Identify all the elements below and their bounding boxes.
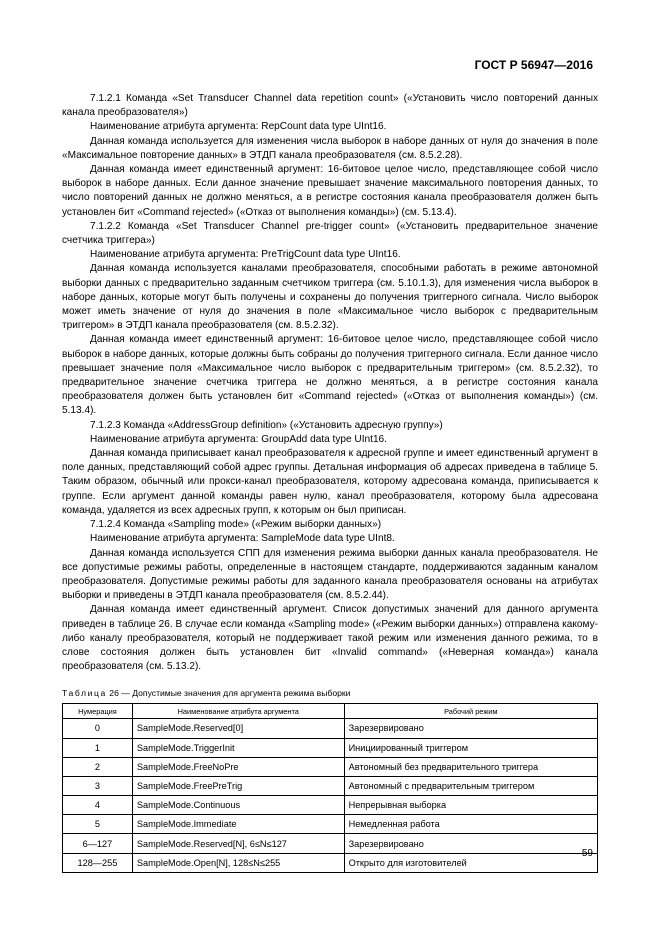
column-header-attribute: Наименование атрибута аргумента bbox=[132, 704, 344, 719]
cell-number: 2 bbox=[63, 757, 133, 776]
cell-mode: Зарезервировано bbox=[344, 834, 597, 853]
table-row bbox=[63, 738, 598, 757]
cell-number: 3 bbox=[63, 776, 133, 795]
paragraph: Наименование атрибута аргумента: SampleMode data type UInt8. bbox=[90, 533, 395, 545]
table-row bbox=[63, 757, 598, 776]
cell-number: 0 bbox=[63, 719, 133, 738]
cell-number: 4 bbox=[63, 796, 133, 815]
column-header-mode: Рабочий режим bbox=[344, 704, 597, 719]
column-header-number: Нумерация bbox=[63, 704, 133, 719]
page-number: 59 bbox=[581, 848, 593, 859]
paragraph: 7.1.2.3 Команда «AddressGroup definition» («Установить адресную группу») bbox=[90, 419, 443, 431]
paragraph: Данная команда имеет единственный аргумент. Список допустимых значений для данного аргумента приведен в таблице 26. В случае если команда «Sampling mode» («Режим выборки данных») отправлена какому-либо каналу преобразователя, который не поддерживает такой режим или изменения данного режима, то в слове состояния должен быть установлен бит «Invalid command» («Неверная команда») канала преобразователя (см. 5.13.2). bbox=[62, 604, 598, 673]
cell-mode: Автономный с предварительным триггером bbox=[344, 776, 597, 795]
cell-attribute: SampleMode.FreeNoPre bbox=[132, 757, 344, 776]
paragraph: 7.1.2.4 Команда «Sampling mode» («Режим выборки данных») bbox=[90, 519, 382, 531]
table-row bbox=[63, 776, 598, 795]
paragraph: Данная команда имеет единственный аргумент: 16-битовое целое число, представляющее собой число выборок в наборе данных. Если данное значение превышает значение максимального повторения данных, то число повторений данных не должно меняться, а в регистре состояния канала преобразователя должен быть установлен бит «Command rejected» («Отказ от выполнения команды») (см. 5.13.4). bbox=[62, 164, 598, 218]
cell-attribute: SampleMode.Reserved[N], 6≤N≤127 bbox=[132, 834, 344, 853]
paragraph: Данная команда используется каналами преобразователя, способными работать в режиме автономной выборки данных с предварительно заданным счетчиком триггера (см. 5.10.1.3), для изменения числа выборок в наборе данных, которые могут быть получены и сохранены до получения триггерного сигнала. Число выборок может иметь значение от нуля до значения в поле «Максимальное число выборок с предварительным триггером» в ЭТДП канала преобразователя (см. 8.5.2.32). bbox=[62, 263, 598, 332]
cell-number: 1 bbox=[63, 738, 133, 757]
cell-mode: Автономный без предварительного триггера bbox=[344, 757, 597, 776]
paragraph: Наименование атрибута аргумента: PreTrigCount data type UInt16. bbox=[90, 249, 401, 261]
paragraph: Наименование атрибута аргумента: GroupAdd data type UInt16. bbox=[90, 433, 387, 445]
table-row bbox=[63, 719, 598, 738]
table-caption-label: Таблица bbox=[62, 688, 107, 699]
cell-attribute: SampleMode.FreePreTrig bbox=[132, 776, 344, 795]
cell-number: 5 bbox=[63, 815, 133, 834]
cell-attribute: SampleMode.Reserved[0] bbox=[132, 719, 344, 738]
paragraph: Данная команда имеет единственный аргумент: 16-битовое целое число, представляющее собой число выборок в наборе данных, которые должны быть собраны до получения триггерного сигнала. Если данное число превышает значение поля «Максимальное число выборок с предварительным триггером» (см. 8.5.2.32), то предварительное значение счетчика триггера не должно меняться, а в регистре состояния канала преобразователя должен быть установлен бит «Command rejected» («Отказ от выполнения команды») (см. 5.13.4). bbox=[62, 334, 598, 417]
cell-number: 6—127 bbox=[63, 834, 133, 853]
paragraph: Данная команда приписывает канал преобразователя к адресной группе и имеет единственный аргумент в поле данных, представляющий собой адрес группы. Детальная информация об адресах приведена в таблице 5. Таким образом, обычный или прокси-канал преобразователя, которому адресована команда, приписывается к группе. Если аргумент данной команды равен нулю, канал преобразователя, которому была адресована команда, удаляется из всех адресных групп, к которым он был приписан. bbox=[62, 448, 598, 516]
document-header: ГОСТ Р 56947—2016 bbox=[474, 58, 593, 72]
cell-mode: Открыто для изготовителей bbox=[344, 853, 597, 872]
paragraph: 7.1.2.1 Команда «Set Transducer Channel data repetition count» («Установить число повторений данных канала преобразователя») bbox=[62, 93, 598, 119]
paragraph: Данная команда используется для изменения числа выборок в наборе данных от нуля до значения в поле «Максимальное повторение данных» в ЭТДП канала преобразователя (см. 8.5.2.28). bbox=[62, 135, 598, 161]
paragraph: 7.1.2.2 Команда «Set Transducer Channel pre-trigger count» («Установить предварительное значение счетчика триггера») bbox=[62, 220, 598, 247]
cell-mode: Инициированный триггером bbox=[344, 738, 597, 757]
cell-attribute: SampleMode.Open[N], 128≤N≤255 bbox=[132, 853, 344, 872]
sampling-mode-table bbox=[62, 703, 598, 873]
cell-mode: Непрерывная выборка bbox=[344, 796, 597, 815]
table-row bbox=[63, 815, 598, 834]
table-caption-text: 26 — Допустимые значения для аргумента режима выборки bbox=[106, 688, 351, 699]
cell-number: 128—255 bbox=[63, 853, 133, 872]
table-row bbox=[63, 853, 598, 872]
main-content bbox=[62, 92, 598, 873]
cell-mode: Немедленная работа bbox=[344, 815, 597, 834]
cell-mode: Зарезервировано bbox=[344, 719, 597, 738]
table-caption bbox=[62, 688, 598, 698]
table-row bbox=[63, 834, 598, 853]
paragraph: Наименование атрибута аргумента: RepCount data type UInt16. bbox=[90, 121, 387, 133]
paragraph: Данная команда используется СПП для изменения режима выборки данных канала преобразователя. Не все допустимые режимы работы, определенные в настоящем стандарте, поддерживаются заданным каналом преобразователя. Допустимые режимы работы для заданного канала преобразователя основаны на атрибутах выборки и приведены в ЭТДП канала преобразователя (см. 8.5.2.44). bbox=[62, 547, 598, 602]
table-row bbox=[63, 796, 598, 815]
cell-attribute: SampleMode.Immediate bbox=[132, 815, 344, 834]
cell-attribute: SampleMode.Continuous bbox=[132, 796, 344, 815]
table-header-row bbox=[63, 704, 598, 719]
cell-attribute: SampleMode.TriggerInit bbox=[132, 738, 344, 757]
